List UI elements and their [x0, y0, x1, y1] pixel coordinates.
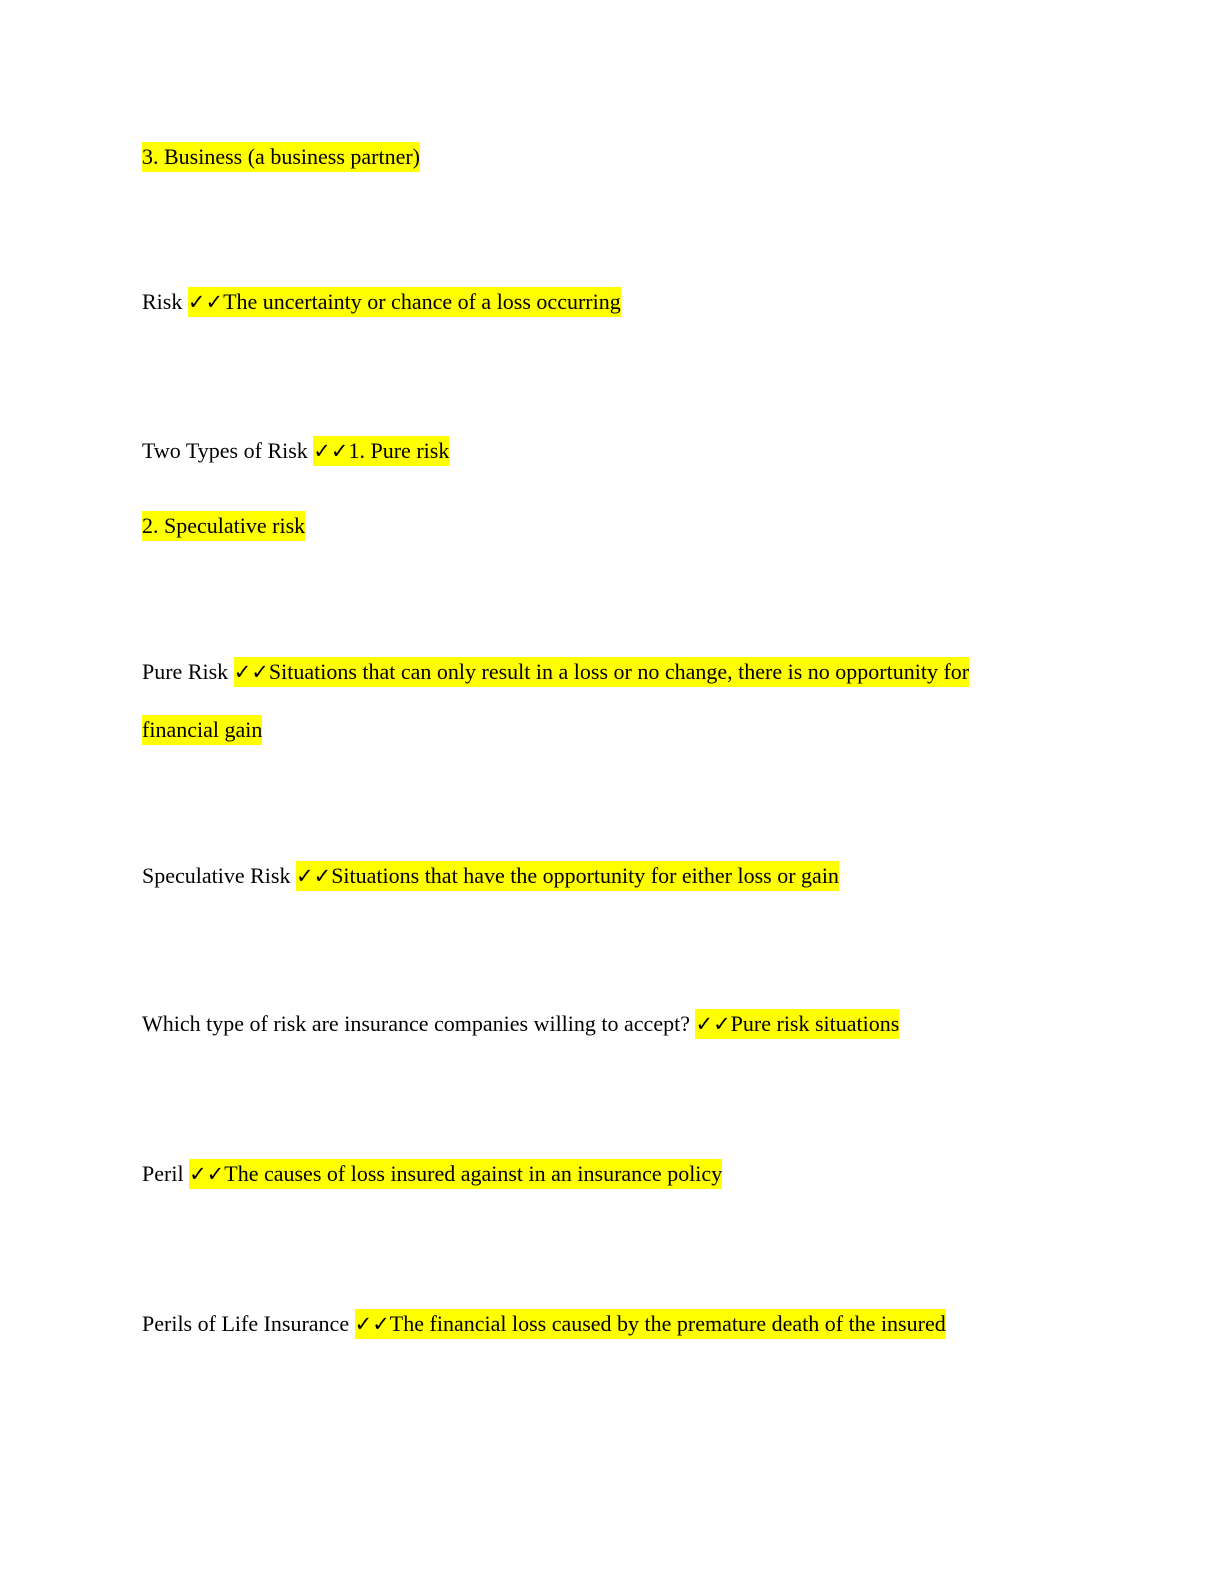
- highlighted-answer: 3. Business (a business partner): [142, 142, 420, 172]
- entry-speculative-risk: [142, 861, 839, 891]
- entry-two-types-of-risk: [142, 436, 449, 466]
- term: Which type of risk are insurance companies willing to accept?: [142, 1011, 690, 1036]
- highlighted-answer: The causes of loss insured against in an insurance policy: [224, 1161, 723, 1186]
- entry-peril: [142, 1159, 722, 1189]
- highlighted-answer: 1. Pure risk: [348, 438, 450, 463]
- highlighted-answer: The financial loss caused by the premature death of the insured: [389, 1311, 946, 1336]
- answer-line-speculative: [142, 511, 305, 541]
- term: Pure Risk: [142, 659, 229, 684]
- answer-continuation: [142, 715, 262, 745]
- entry-risk: [142, 287, 621, 317]
- entry-pure-risk: [142, 657, 969, 687]
- entry-perils-of-life-insurance: [142, 1309, 946, 1339]
- highlighted-answer: The uncertainty or chance of a loss occurring: [223, 289, 621, 314]
- check-mark-icon: ✓✓: [695, 1012, 731, 1036]
- entry-insurance-question: [142, 1009, 899, 1039]
- term: Peril: [142, 1161, 184, 1186]
- term: Speculative Risk: [142, 863, 291, 888]
- highlighted-answer: Situations that have the opportunity for either loss or gain: [331, 863, 839, 888]
- check-mark-icon: ✓✓: [233, 660, 269, 684]
- check-mark-icon: ✓✓: [313, 439, 349, 463]
- check-mark-icon: ✓✓: [187, 290, 224, 314]
- term: Risk: [142, 289, 183, 314]
- term: Two Types of Risk: [142, 438, 308, 463]
- answer-line-business: [142, 142, 420, 172]
- highlighted-answer: Situations that can only result in a loss or no change, there is no opportunity for: [268, 659, 970, 684]
- highlighted-answer: 2. Speculative risk: [142, 511, 305, 541]
- check-mark-icon: ✓✓: [189, 1162, 225, 1186]
- highlighted-answer: Pure risk situations: [730, 1011, 900, 1036]
- check-mark-icon: ✓✓: [354, 1312, 390, 1336]
- highlighted-answer: financial gain: [142, 715, 262, 745]
- term: Perils of Life Insurance: [142, 1311, 350, 1336]
- check-mark-icon: ✓✓: [295, 864, 332, 888]
